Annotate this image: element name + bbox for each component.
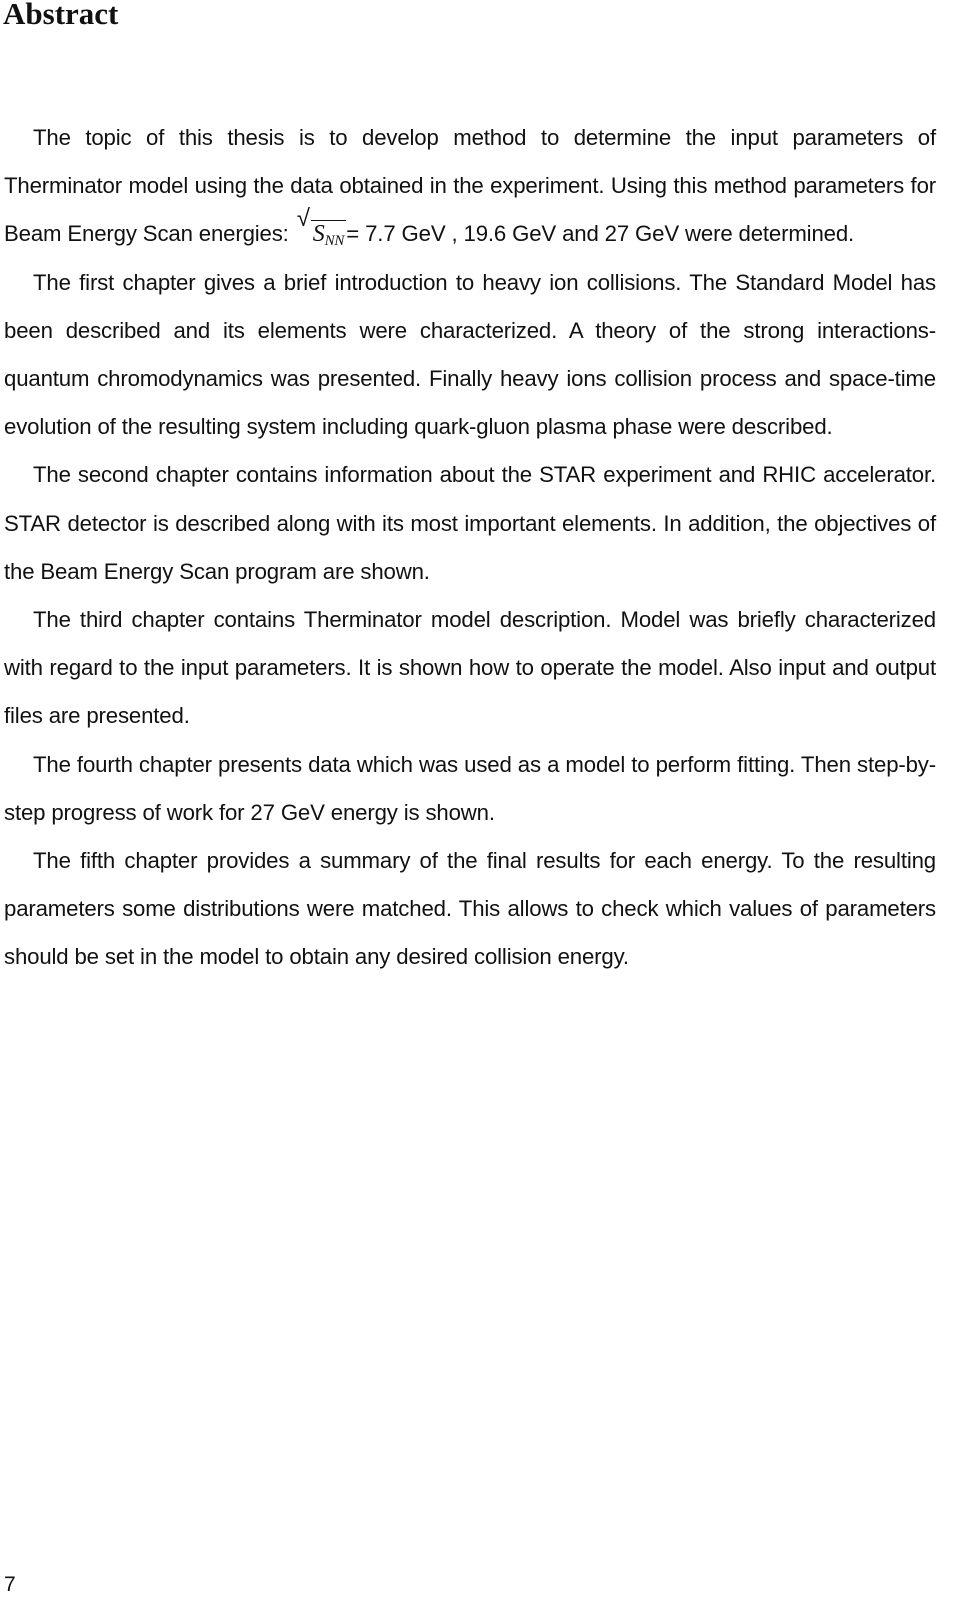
- abstract-body: [4, 114, 936, 982]
- paragraph-chapter-1: The first chapter gives a brief introduction to heavy ion collisions. The Standard Model has been described and its elements were characterized. A theory of the strong interactions-quantum chromodynamics was presented. Finally heavy ions collision process and space-time evolution of the resulting system including quark-gluon plasma phase were described.: [4, 269, 936, 440]
- radicand: [311, 220, 347, 254]
- paragraph-text: The topic of this thesis is to develop method to determine the input parameters of Therminator model using the data obtained in the experiment. Using this method parameters for Beam Energy Scan energies:: [4, 125, 936, 247]
- square-root-sign-icon: √: [296, 205, 310, 233]
- formula-subscript: NN: [324, 233, 345, 250]
- paragraph-chapter-2: The second chapter contains information about the STAR experiment and RHIC accelerator. STAR detector is described along with its most important elements. In addition, the objectives of the Beam Energy Scan program are shown.: [4, 462, 936, 584]
- square-root: [296, 205, 347, 258]
- paragraph-chapter-3: The third chapter contains Therminator model description. Model was briefly characterized with regard to the input parameters. It is shown how to operate the model. Also input and output files are presented.: [4, 607, 936, 729]
- paragraph-chapter-4: The fourth chapter presents data which was used as a model to perform fitting. Then step-by-step progress of work for 27 GeV energy is shown.: [4, 751, 936, 825]
- paragraph-thesis-topic: [4, 114, 936, 259]
- page-number: 7: [4, 1573, 16, 1596]
- formula-symbol: S: [312, 221, 325, 248]
- paragraph-chapter-5: The fifth chapter provides a summary of the final results for each energy. To the resulting parameters some distributions were matched. This allows to check which values of parameters should be set in the model to obtain any desired collision energy.: [4, 848, 936, 970]
- sqrt-snn-formula: [295, 205, 347, 258]
- paragraph-text: = 7.7 GeV , 19.6 GeV and 27 GeV were determined.: [346, 221, 855, 247]
- page-title: Abstract: [3, 0, 119, 31]
